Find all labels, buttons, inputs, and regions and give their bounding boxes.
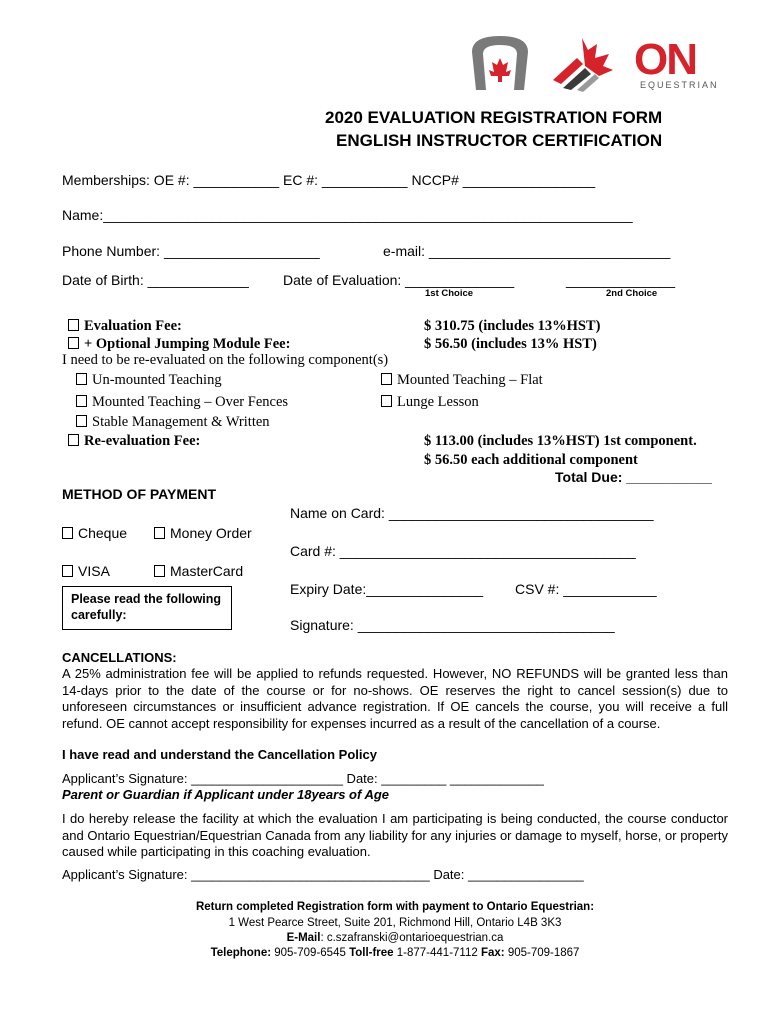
component-lunge[interactable] (381, 394, 479, 411)
applicant-signature-line[interactable]: Applicant’s Signature: _____________________ Date: _________ _____________ (62, 771, 544, 786)
reeval-fee-option[interactable] (68, 433, 200, 450)
signature-field[interactable]: Signature: _________________________________ (290, 617, 615, 633)
name-on-card-field[interactable]: Name on Card: __________________________________ (290, 505, 654, 521)
visa-checkbox[interactable] (62, 565, 73, 577)
mastercard-label: MasterCard (170, 563, 244, 579)
cancellations-text: A 25% administration fee will be applied to refunds requested. However, NO REFUNDS will be granted less than 14-days prior to the date of the course or for no-shows. OE reserves the right to cancel session(s) due to unforeseen circumstances or insufficient advance registration. If OE cancels the course, you will receive a full refund. OE cannot accept responsibility for expenses incurred as a result of the cancellation of a course. (62, 666, 728, 731)
name-field[interactable]: Name:____________________________________________________________________ (62, 207, 633, 223)
eval-date-second-field[interactable]: ______________ (566, 272, 676, 288)
equestrian-logo-subtext: EQUESTRIAN (640, 80, 719, 90)
fax-label: Fax: (480, 947, 505, 959)
component-mounted-flat[interactable] (381, 372, 543, 389)
unmounted-label: Un-mounted Teaching (92, 372, 222, 388)
stable-checkbox[interactable] (76, 415, 87, 427)
on-logo-text: ON (634, 35, 696, 84)
cancellations-heading: CANCELLATIONS: (62, 650, 177, 665)
release-text: I do hereby release the facility at which the evaluation I am participating is being conducted, the course conductor and Ontario Equestrian/Equestrian Canada from any liability for any injuries or damage to myself, horse, or property caused while participating in this coaching evaluation. (62, 811, 728, 860)
lunge-label: Lunge Lesson (397, 394, 479, 410)
fax-value: 905-709-1867 (504, 947, 580, 959)
first-choice-label: 1st Choice (425, 288, 474, 299)
telephone-label: Telephone: (210, 947, 272, 959)
address: 1 West Pearce Street, Suite 201, Richmond Hill, Ontario L4B 3K3 (228, 917, 562, 929)
money-order-label: Money Order (170, 525, 252, 541)
expiry-field[interactable]: Expiry Date:_______________ (290, 581, 484, 597)
email-value[interactable]: : c.szafranski@ontarioequestrian.ca (320, 932, 504, 944)
mounted-flat-label: Mounted Teaching – Flat (397, 372, 543, 388)
read-carefully-notice: Please read the following carefully: (62, 586, 232, 630)
ontario-equestrian-logo (632, 34, 722, 90)
payment-heading: METHOD OF PAYMENT (62, 486, 217, 502)
second-choice-label: 2nd Choice (606, 288, 658, 299)
return-instructions: Return completed Registration form with payment to Ontario Equestrian: (195, 901, 595, 913)
telephone-value: 905-709-6545 (271, 947, 350, 959)
mounted-flat-checkbox[interactable] (381, 373, 392, 385)
component-over-fences[interactable] (76, 394, 288, 411)
evaluation-fee-option[interactable] (68, 318, 182, 335)
additional-component-fee: $ 56.50 each additional component (424, 452, 638, 468)
national-sport-logo (547, 36, 617, 92)
tollfree-label: Toll-free (349, 947, 394, 959)
jumping-module-checkbox[interactable] (68, 337, 79, 349)
mastercard-option[interactable] (154, 563, 243, 579)
visa-option[interactable] (62, 563, 110, 579)
component-stable[interactable] (76, 414, 270, 431)
memberships-field[interactable]: Memberships: OE #: ___________ EC #: ___________ NCCP# _________________ (62, 172, 596, 188)
contact-email (62, 930, 728, 946)
jumping-module-amount: $ 56.50 (includes 13% HST) (424, 336, 597, 352)
unmounted-checkbox[interactable] (76, 373, 87, 385)
cheque-label: Cheque (78, 525, 128, 541)
guardian-note: Parent or Guardian if Applicant under 18years of Age (62, 787, 389, 802)
cancellation-acknowledge: I have read and understand the Cancellation Policy (62, 747, 377, 762)
reeval-intro: I need to be re-evaluated on the following component(s) (62, 352, 389, 368)
eval-date-field[interactable]: Date of Evaluation: ______________ (283, 272, 515, 288)
evaluation-fee-amount: $ 310.75 (includes 13%HST) (424, 318, 601, 334)
jumping-module-label: + Optional Jumping Module Fee: (84, 336, 291, 352)
tollfree-value: 1-877-441-7112 (393, 947, 481, 959)
total-due[interactable]: Total Due: ___________ (555, 469, 712, 485)
reeval-fee-label: Re-evaluation Fee: (84, 433, 201, 449)
contact-phones (62, 945, 728, 961)
evaluation-fee-checkbox[interactable] (68, 319, 79, 331)
card-number-field[interactable]: Card #: ______________________________________ (290, 543, 636, 559)
visa-label: VISA (78, 563, 110, 579)
over-fences-checkbox[interactable] (76, 395, 87, 407)
form-title: 2020 EVALUATION REGISTRATION FORM (325, 108, 663, 127)
money-order-option[interactable] (154, 525, 252, 541)
cheque-checkbox[interactable] (62, 527, 73, 539)
component-unmounted[interactable] (76, 372, 222, 389)
email-field[interactable]: e-mail: _______________________________ (383, 243, 671, 259)
dob-field[interactable]: Date of Birth: _____________ (62, 272, 249, 288)
csv-field[interactable]: CSV #: ____________ (515, 581, 657, 597)
cheque-option[interactable] (62, 525, 127, 541)
reeval-fee-checkbox[interactable] (68, 434, 79, 446)
over-fences-label: Mounted Teaching – Over Fences (92, 394, 289, 410)
money-order-checkbox[interactable] (154, 527, 165, 539)
equestrian-canada-logo (462, 32, 542, 92)
mastercard-checkbox[interactable] (154, 565, 165, 577)
reeval-fee-amount: $ 113.00 (includes 13%HST) 1st component. (424, 433, 697, 449)
stable-label: Stable Management & Written (92, 414, 270, 430)
applicant-signature-line-2[interactable]: Applicant’s Signature: _________________________________ Date: ________________ (62, 867, 584, 882)
email-label: E-Mail (286, 932, 321, 944)
phone-field[interactable]: Phone Number: ____________________ (62, 243, 320, 259)
evaluation-fee-label: Evaluation Fee: (84, 318, 182, 334)
jumping-module-option[interactable] (68, 336, 290, 353)
form-subtitle: ENGLISH INSTRUCTOR CERTIFICATION (336, 131, 663, 150)
lunge-checkbox[interactable] (381, 395, 392, 407)
